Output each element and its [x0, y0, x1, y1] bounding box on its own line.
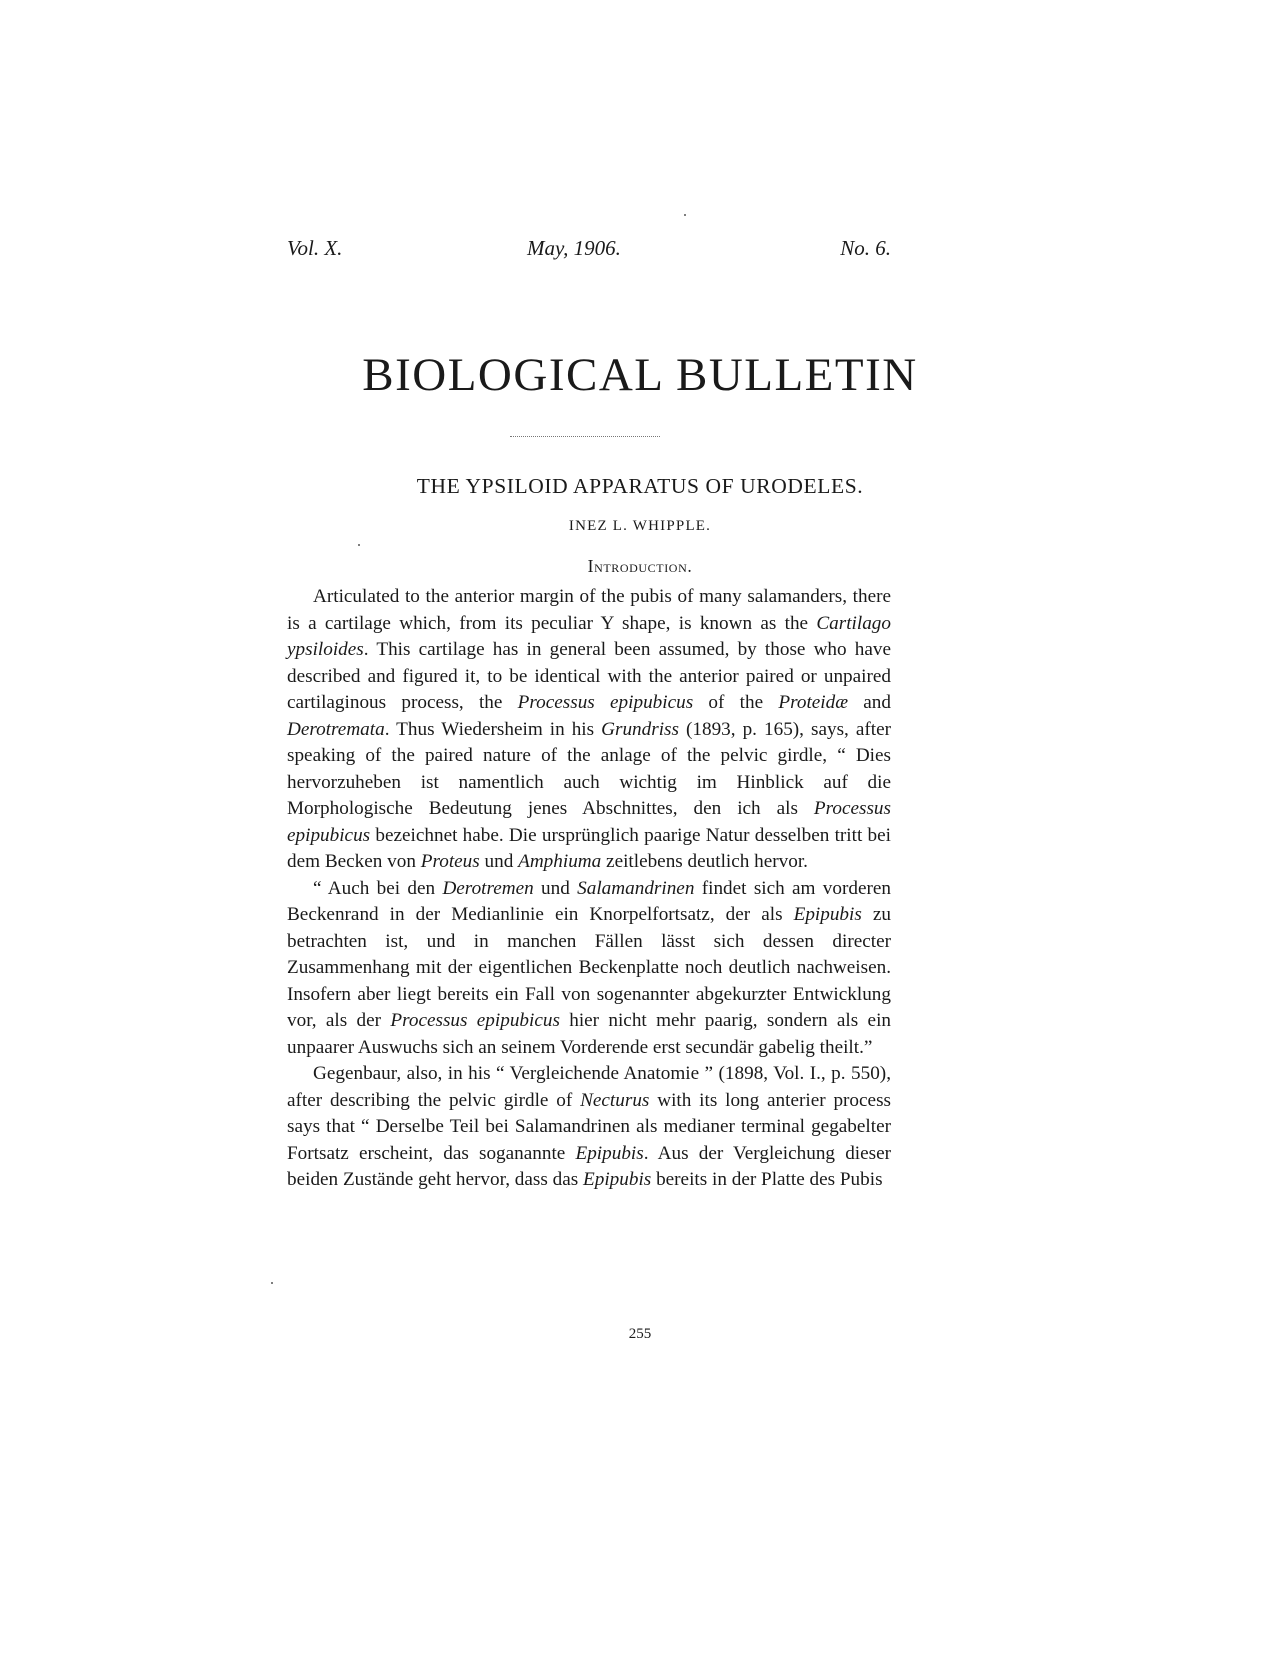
volume-label: Vol. X.: [287, 236, 343, 260]
scan-speck: [358, 544, 360, 546]
paragraph-1: Articulated to the anterior margin of the pubis of many salamanders, there is a cartilage which, from its peculiar Y shape, is known as the Cartilago ypsiloides. This cartilage has in general been assumed, by those who have described and figured it, to be identical with the anterior paired or unpaired cartilaginous process, the Processus epipubicus of the Proteidæ and Derotremata. Thus Wiedersheim in his Grundriss (1893, p. 165), says, after speaking of the paired nature of the anlage of the pelvic girdle, “ Dies hervorzuheben ist namentlich auch wichtig im Hinblick auf die Morphologische Bedeutung jenes Abschnittes, den ich als Processus epipubicus bezeichnet habe. Die ursprünglich paarige Natur desselben tritt bei dem Becken von Proteus und Amphiuma zeitlebens deutlich hervor.: [287, 586, 891, 872]
issue-date: May, 1906.: [527, 236, 621, 260]
paragraph-2: “ Auch bei den Derotremen und Salamandrinen findet sich am vorderen Beckenrand in der Medianlinie ein Knorpelfortsatz, der als Epipubis zu betrachten ist, und in manchen Fällen lässt sich dessen directer Zusammenhang mit der eigentlichen Beckenplatte noch deutlich nachweisen. Insofern aber liegt bereits ein Fall von sogenannter abgekurzter Entwicklung vor, als der Processus epipubicus hier nicht mehr paarig, sondern als ein unpaarer Auswuchs sich an seinem Vorderende erst secundär gabelig theilt.”: [287, 877, 891, 1058]
journal-title: BIOLOGICAL BULLETIN: [362, 349, 918, 401]
article-title: THE YPSILOID APPARATUS OF URODELES.: [416, 474, 864, 498]
author-name: INEZ L. WHIPPLE.: [568, 518, 712, 534]
scan-speck: [684, 214, 686, 216]
ornamental-rule: [510, 436, 660, 437]
article-body: [287, 584, 891, 1194]
paragraph-3: Gegenbaur, also, in his “ Vergleichende Anatomie ” (1898, Vol. I., p. 550), after describing the pelvic girdle of Necturus with its long anterier process says that “ Derselbe Teil bei Salamandrinen als medianer terminal gegabelter Fortsatz erscheint, das soganannte Epipubis. Aus der Vergleichung dieser beiden Zustände geht hervor, dass das Epipubis bereits in der Platte des Pubis: [287, 1063, 892, 1190]
section-heading: Introduction.: [587, 556, 693, 576]
scan-speck: [271, 1282, 273, 1284]
page-number: 255: [628, 1326, 652, 1342]
running-head: [287, 236, 891, 266]
issue-number: No. 6.: [840, 236, 891, 260]
